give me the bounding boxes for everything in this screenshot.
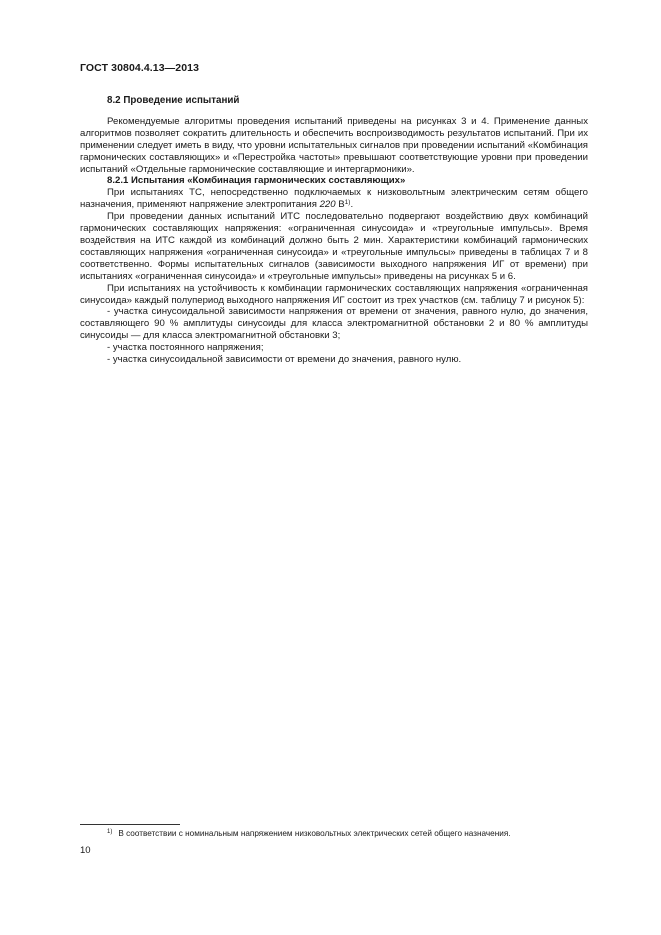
supply-voltage-text: При испытаниях ТС, непосредственно подключаемых к низковольтным электрическим сетям общего назначения, применяют напряжение электропитания	[80, 187, 588, 211]
footnote-reference[interactable]: 1)	[344, 199, 351, 207]
supply-voltage-unit: В	[335, 199, 345, 211]
test-procedure-paragraph: При проведении данных испытаний ИТС последовательно подвергают воздействию двух комбинаций гармонических составляющих напряжения: «ограниченная синусоида» и «треугольные импульсы». Время воздействия на ИТС каждой из комбинаций должно быть 2 мин. Характеристики комбинаций гармонических составляющих напряжения «ограниченная синусоида» и «треугольные импульсы» приведены в таблицах 7 и 8 соответственно. Формы испытательных сигналов (зависимости выходного напряжения ИГ от времени) при испытаниях «ограниченная синусоида» и «треугольные импульсы» приведены на рисунках 5 и 6.	[80, 211, 588, 282]
page-body	[80, 95, 588, 366]
section-heading: 8.2 Проведение испытаний	[107, 95, 240, 106]
supply-voltage-paragraph	[80, 187, 588, 211]
section-intro-paragraph: Рекомендуемые алгоритмы проведения испытаний приведены на рисунках 3 и 4. Применение данных алгоритмов позволяет сократить длительность и обеспечить воспроизводимость результатов испытаний. При их применении следует иметь в виду, что уровни испытательных сигналов при проведении испытаний «Комбинация гармонических составляющих» и «Перестройка частоты» превышают соответствующие уровни при проведении испытаний «Отдельные гармонические составляющие и интергармоники».	[80, 115, 588, 175]
footnote-text: В соответствии с номинальным напряжением низковольтных электрических сетей общего назначения.	[118, 829, 511, 838]
footnote-divider	[80, 824, 180, 825]
list-item: - участка синусоидальной зависимости напряжения от времени от значения, равного нулю, до значения, составляющего 90 % амплитуды синусоиды для класса электромагнитной обстановки 2 и 80 % амплитуды синусоиды — для класса электромагнитной обстановки 3;	[80, 306, 588, 342]
footnote-marker: 1)	[107, 829, 113, 835]
subsection-heading: 8.2.1 Испытания «Комбинация гармонических составляющих»	[107, 175, 406, 187]
document-header: ГОСТ 30804.4.13—2013	[80, 62, 200, 74]
limited-sinusoid-paragraph: При испытаниях на устойчивость к комбинации гармонических составляющих напряжения «ограниченная синусоида» каждый полупериод выходного напряжения ИГ состоит из трех участков (см. таблицу 7 и рисунок 5):	[80, 282, 588, 306]
supply-voltage-value: 220	[319, 199, 336, 211]
supply-voltage-end: .	[350, 199, 354, 211]
page-number: 10	[80, 845, 91, 856]
list-item: - участка синусоидальной зависимости от времени до значения, равного нулю.	[107, 354, 462, 366]
list-item: - участка постоянного напряжения;	[107, 342, 264, 354]
footnote	[80, 829, 600, 839]
